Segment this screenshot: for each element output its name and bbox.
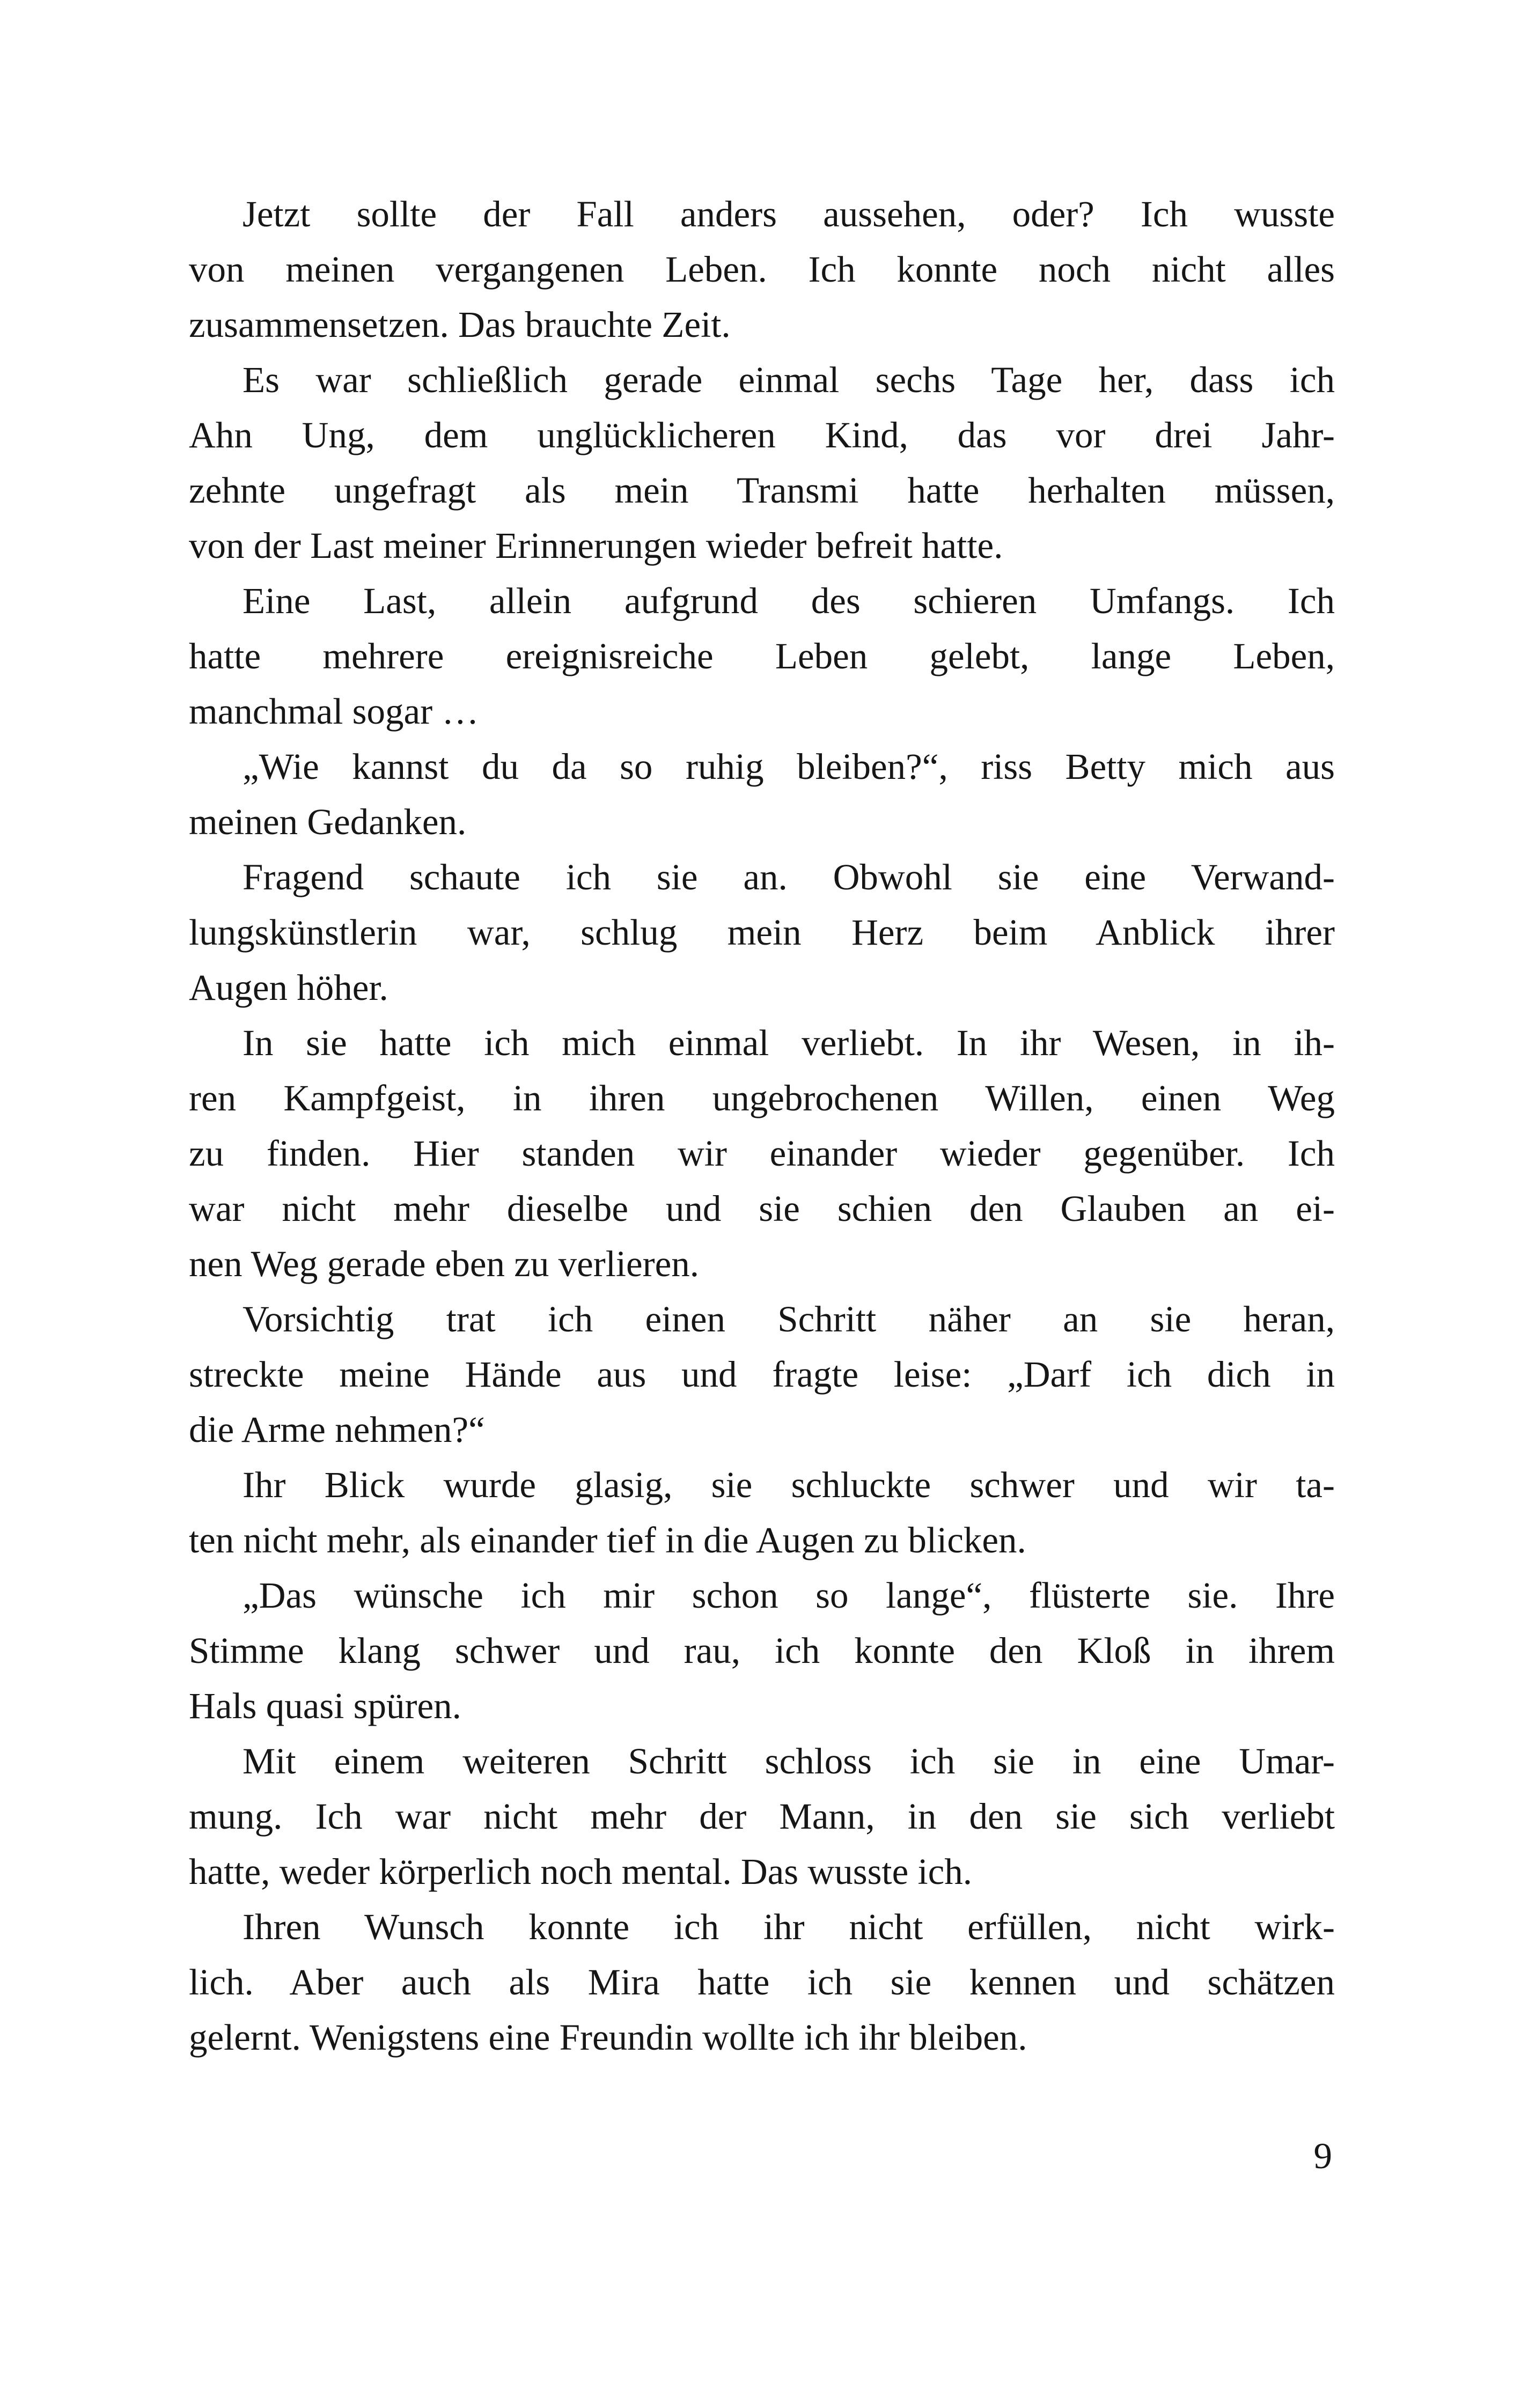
paragraph (189, 739, 1335, 850)
paragraph (189, 1292, 1335, 1457)
text-line: von der Last meiner Erinnerungen wieder befreit hatte. (189, 525, 1003, 566)
page-number: 9 (1313, 2135, 1332, 2176)
text-line: Ihren Wunsch konnte ich ihr nicht erfüllen, nicht wirk- (243, 1906, 1335, 1947)
text-line: hatte mehrere ereignisreiche Leben gelebt, lange Leben, (189, 636, 1335, 676)
paragraph (189, 1015, 1335, 1292)
text-block (189, 187, 1335, 2065)
text-line: meinen Gedanken. (189, 801, 467, 842)
text-line: streckte meine Hände aus und fragte leise: „Darf ich dich in (189, 1354, 1335, 1395)
paragraph (189, 352, 1335, 573)
text-line: ten nicht mehr, als einander tief in die Augen zu blicken. (189, 1520, 1026, 1560)
paragraph (189, 573, 1335, 739)
text-line: Fragend schaute ich sie an. Obwohl sie eine Verwand- (243, 857, 1335, 897)
text-line: die Arme nehmen?“ (189, 1409, 485, 1450)
text-line: Hals quasi spüren. (189, 1685, 461, 1726)
text-line: Ahn Ung, dem unglücklicheren Kind, das vor drei Jahr- (189, 415, 1335, 455)
text-line: Jetzt sollte der Fall anders aussehen, oder? Ich wusste (243, 194, 1335, 234)
text-line: Ihr Blick wurde glasig, sie schluckte schwer und wir ta- (243, 1464, 1335, 1505)
text-line: Stimme klang schwer und rau, ich konnte den Kloß in ihrem (189, 1630, 1335, 1671)
paragraph (189, 1568, 1335, 1734)
paragraph (189, 1899, 1335, 2065)
text-line: Vorsichtig trat ich einen Schritt näher an sie heran, (243, 1299, 1335, 1339)
text-line: zu finden. Hier standen wir einander wieder gegenüber. Ich (189, 1133, 1335, 1174)
text-line: mung. Ich war nicht mehr der Mann, in den sie sich verliebt (189, 1796, 1335, 1837)
paragraph (189, 1734, 1335, 1899)
text-line: gelernt. Wenigstens eine Freundin wollte ich ihr bleiben. (189, 2017, 1027, 2058)
text-line: In sie hatte ich mich einmal verliebt. In ihr Wesen, in ih- (243, 1022, 1335, 1063)
text-line: nen Weg gerade eben zu verlieren. (189, 1243, 700, 1284)
text-line: ren Kampfgeist, in ihren ungebrochenen Willen, einen Weg (189, 1078, 1335, 1118)
text-line: Es war schließlich gerade einmal sechs Tage her, dass ich (243, 359, 1335, 400)
text-line: manchmal sogar … (189, 691, 479, 732)
text-line: Eine Last, allein aufgrund des schieren Umfangs. Ich (243, 580, 1335, 621)
text-line: „Wie kannst du da so ruhig bleiben?“, riss Betty mich aus (243, 746, 1335, 787)
paragraph (189, 187, 1335, 352)
paragraph (189, 1457, 1335, 1568)
text-line: Mit einem weiteren Schritt schloss ich sie in eine Umar- (243, 1741, 1335, 1781)
text-line: zehnte ungefragt als mein Transmi hatte herhalten müssen, (189, 470, 1335, 511)
text-line: „Das wünsche ich mir schon so lange“, flüsterte sie. Ihre (243, 1575, 1335, 1616)
text-line: lungskünstlerin war, schlug mein Herz beim Anblick ihrer (189, 912, 1335, 953)
text-line: zusammensetzen. Das brauchte Zeit. (189, 304, 731, 345)
text-line: lich. Aber auch als Mira hatte ich sie kennen und schätzen (189, 1962, 1335, 2002)
text-line: von meinen vergangenen Leben. Ich konnte noch nicht alles (189, 249, 1335, 290)
text-line: Augen höher. (189, 967, 388, 1008)
paragraph (189, 850, 1335, 1015)
text-line: war nicht mehr dieselbe und sie schien den Glauben an ei- (189, 1188, 1335, 1229)
text-line: hatte, weder körperlich noch mental. Das wusste ich. (189, 1851, 973, 1892)
